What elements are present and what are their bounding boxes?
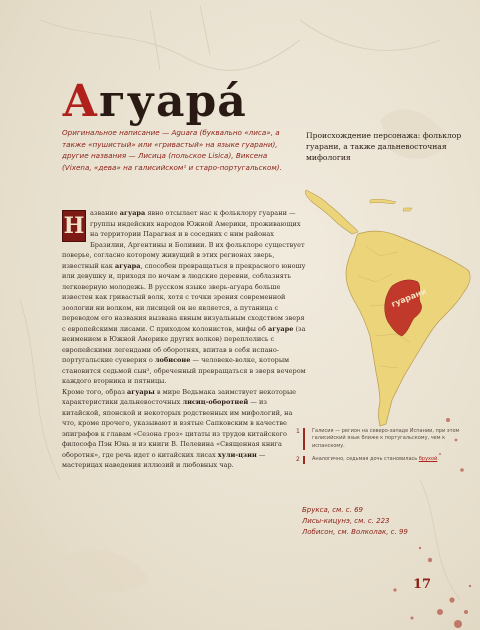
footnote-1 [296, 428, 468, 450]
bruxa-link[interactable]: брухой [418, 456, 438, 463]
character-origin: Происхождение персонажа: фольклор гуарани, а также дальневосточная мифология [306, 131, 462, 162]
footnote-bar [303, 428, 305, 450]
footnotes [296, 428, 468, 470]
footnote-number: 2 [296, 456, 300, 464]
map-region-label: гуарани [389, 286, 428, 309]
alternative-names: Оригинальное написание — Aguara (буквально «лиса», а также «пушистый» или «гривастый» на языке гуарани), другие названия — Лисица (польское Lisica), Виксена (Vixena, «дева» на галисийском¹ и старо-португальском). [62, 128, 282, 172]
title-initial: А [62, 76, 99, 127]
paragraph-1: Н азвание агуара явно отсылает нас к фольклору гуарани — группы индейских народов Южной Америки, проживающих на территории Парагвая и в соседних с ним районах Бразилии, Аргентины и Боливии. В их фольклоре существует поверье, согласно которому живущий в этих регионах зверь, известный как агуара, способен превращаться в прекрасного юношу или девушку и, приходя по ночам в людские деревни, соблазнять легковерную молодежь. В русском языке зверь-агуара больше известен как гривастый волк, хотя с точки зрения современной зоологии ни волком, ни лисицей он не является, а путаница с переводом его названия вызвана явным визуальным сходством зверя с европейскими лисами. С приходом колонистов, мифы об агуаре (за неимением в Южной Америке других волков) переплелись с европейскими легендами об оборотнях, впитав в себя испано-португальские суеверия о лобисоне — человеке-волке, которым становится седьмой сын², обреченный превращаться в зверя вечером каждого вторника и пятницы. [62, 209, 306, 385]
footnote-2: 2 Аналогично, седьмая дочь становилась брухой. [296, 456, 439, 464]
article-body [62, 208, 306, 471]
footnote-text: Галисия — регион на северо-западе Испании, при этом галисийский язык ближе к португальскому, чем к испанскому. [312, 428, 460, 449]
page-number: 17 [412, 577, 432, 592]
crossref-lobison[interactable]: Лобисон, см. Волколак, с. 99 [302, 528, 408, 536]
footnote-bar [303, 456, 305, 463]
footnote-text-start: Аналогично, седьмая дочь становилась [312, 456, 419, 463]
title-rest: гуара́ [98, 76, 247, 127]
crossref-bruxa[interactable]: Брукса, см. с. 69 [302, 506, 363, 514]
footnote-number: 1 [296, 428, 300, 435]
crossref-kitsune[interactable]: Лисы-кицунэ, см. с. 223 [302, 517, 390, 525]
cross-references [302, 505, 472, 538]
central-america-land [305, 190, 358, 234]
drop-cap: Н [62, 210, 86, 242]
paragraph-2: Кроме того, образ агуары в мире Ведьмака заимствует некоторые характеристики дальневосточных лисиц-оборотней — из китайской, японской и некоторых родственных им мифологий, на что, кроме прочего, указывают и взятые Сапковским в качестве эпиграфов к главам «Сезона гроз» цитаты из трудов китайского философа Пэн Юнь и из книги В. Пелевина «Священная книга оборотня», где речь идет о китайских лисах хули-цзин — мастерицах наведения иллюзий и любовных чар. [62, 387, 297, 469]
south-america-map [300, 186, 476, 430]
page-title [62, 76, 247, 127]
caribbean-islands [370, 199, 412, 211]
